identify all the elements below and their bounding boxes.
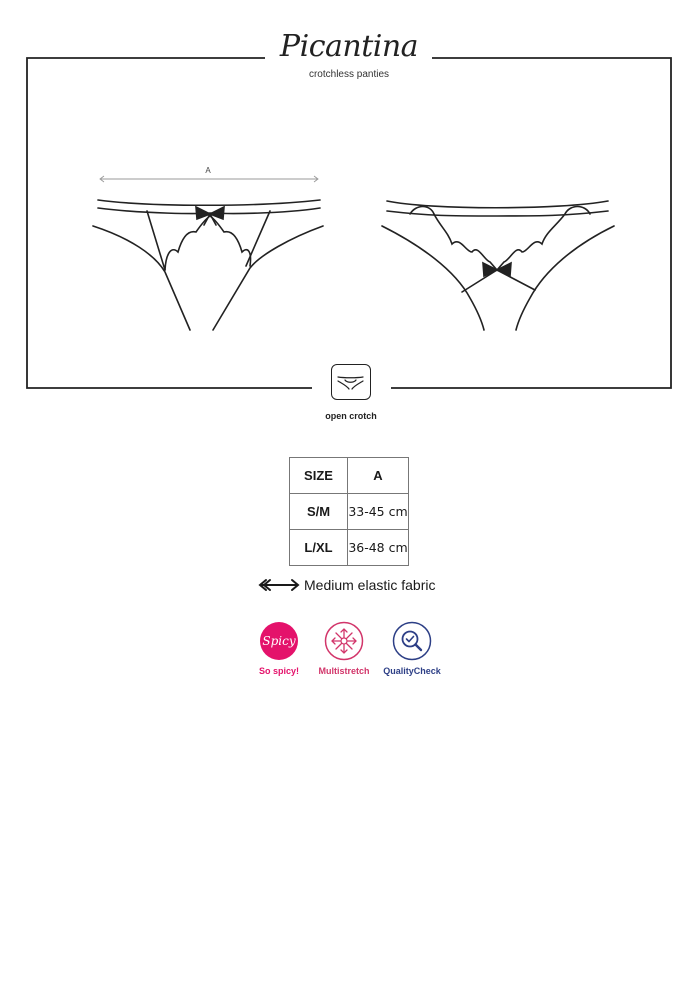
brand-header — [266, 30, 432, 80]
spicy-icon-text: Spicy — [262, 634, 296, 648]
size-cell: L/XL — [290, 530, 348, 566]
product-subtitle: crotchless panties — [308, 69, 390, 80]
table-header-row — [290, 458, 409, 494]
badge-label: So spicy! — [258, 666, 299, 676]
size-table — [289, 457, 409, 566]
measure-cell: 36-48 cm — [348, 530, 409, 566]
badge-label: Multistretch — [318, 666, 370, 676]
magnifier-check-icon — [392, 621, 432, 661]
badge-label: QualityCheck — [383, 666, 441, 676]
front-view-drawing — [93, 200, 323, 330]
measure-cell: 33-45 cm — [348, 494, 409, 530]
multistretch-arrows-icon — [324, 621, 364, 661]
spicy-icon — [259, 621, 299, 661]
fabric-info — [256, 575, 436, 595]
dimension-arrow-a — [100, 176, 318, 182]
open-crotch-panties-icon — [331, 364, 371, 400]
feature-label: open crotch — [325, 411, 377, 421]
header-a: A — [348, 458, 409, 494]
frame-border — [27, 58, 671, 388]
brand-logo: Picantina — [279, 29, 419, 64]
back-view-drawing — [382, 201, 614, 330]
dimension-label-a: A — [205, 166, 211, 175]
fabric-label: Medium elastic fabric — [304, 577, 436, 593]
size-cell: S/M — [290, 494, 348, 530]
table-row — [290, 530, 409, 566]
table-row — [290, 494, 409, 530]
bow-back — [483, 263, 511, 276]
header-size: SIZE — [290, 458, 348, 494]
badge-qualitycheck — [372, 621, 452, 676]
